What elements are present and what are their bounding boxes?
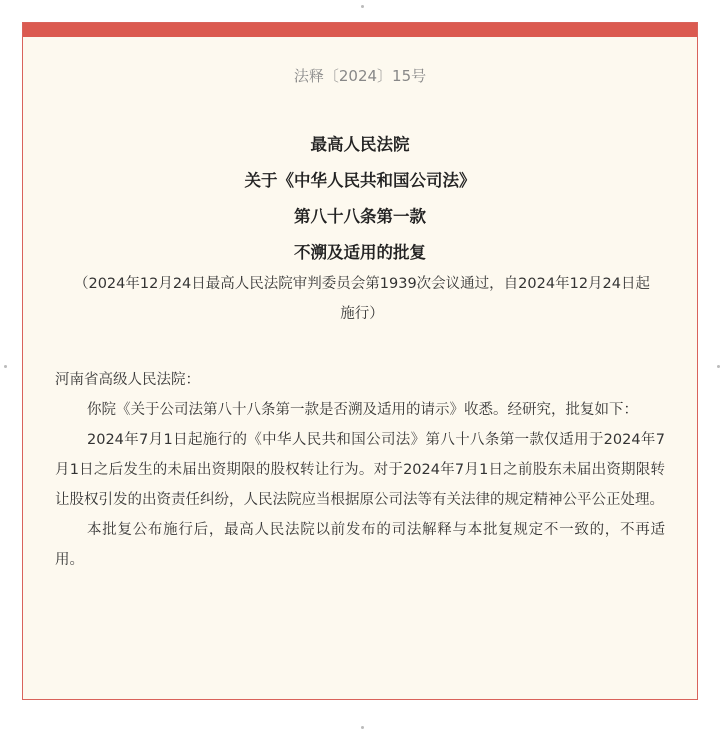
top-accent-bar [23, 23, 697, 37]
body-paragraph: 你院《关于公司法第八十八条第一款是否溯及适用的请示》收悉。经研究，批复如下： [87, 402, 638, 418]
decorative-dot [717, 365, 720, 368]
body-paragraph: 本批复公布施行后，最高人民法院以前发布的司法解释与本批复规定不一致的，不再适用。 [55, 522, 665, 568]
adoption-note: （2024年12月24日最高人民法院审判委员会第1939次会议通过，自2024年12月24日起施行） [73, 276, 650, 322]
document-body [55, 365, 665, 575]
body-paragraph: 2024年7月1日起施行的《中华人民共和国公司法》第八十八条第一款仅适用于2024年7月1日之后发生的未届出资期限的股权转让行为。对于2024年7月1日之前股东未届出资期限转让股权引发的出资责任纠纷，人民法院应当根据原公司法等有关法律的规定精神公平公正处理。 [55, 432, 665, 508]
title-line-issuer: 最高人民法院 [310, 135, 410, 154]
title-line-article: 第八十八条第一款 [294, 207, 426, 226]
decorative-dot [4, 365, 7, 368]
decorative-dot [361, 5, 364, 8]
decorative-dot [361, 726, 364, 729]
title-line-topic: 不溯及适用的批复 [294, 243, 426, 262]
document-card [22, 22, 698, 700]
addressee: 河南省高级人民法院： [55, 372, 200, 388]
document-number: 法释〔2024〕15号 [293, 67, 427, 85]
title-line-subject: 关于《中华人民共和国公司法》 [244, 171, 476, 190]
document-title [23, 127, 697, 271]
